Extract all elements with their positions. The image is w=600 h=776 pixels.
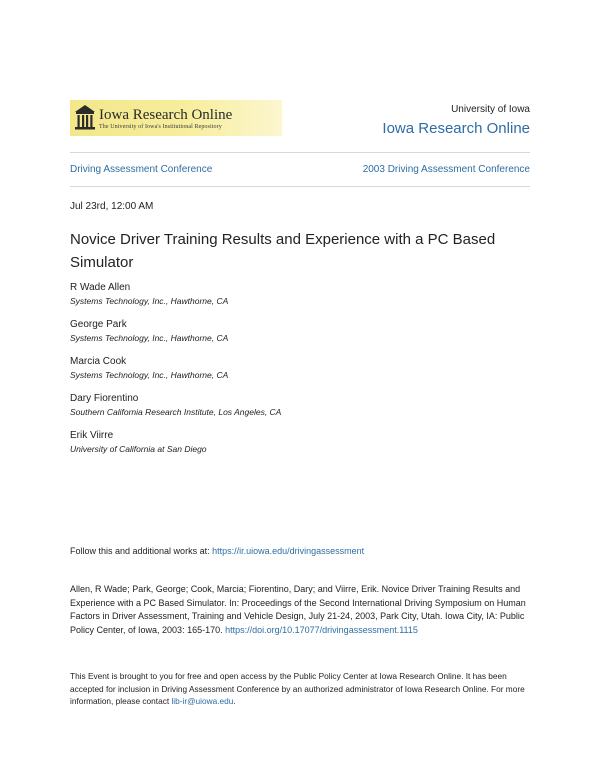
- event-notice: [70, 670, 532, 708]
- iowa-research-online-logo[interactable]: [70, 100, 282, 136]
- author-entry: [70, 356, 530, 393]
- breadcrumb-year-link[interactable]: 2003 Driving Assessment Conference: [362, 164, 530, 175]
- breadcrumb-conference-link[interactable]: Driving Assessment Conference: [70, 164, 213, 175]
- repository-link[interactable]: Iowa Research Online: [382, 120, 530, 137]
- author-affiliation: Systems Technology, Inc., Hawthorne, CA: [70, 333, 229, 343]
- author-affiliation: Southern California Research Institute, Los Angeles, CA: [70, 407, 282, 417]
- author-name: Dary Fiorentino: [70, 393, 139, 404]
- author-list: [70, 282, 530, 467]
- author-entry: [70, 430, 530, 467]
- event-date: Jul 23rd, 12:00 AM: [70, 201, 154, 212]
- author-entry: [70, 282, 530, 319]
- contact-email-link[interactable]: lib-ir@uiowa.edu: [171, 696, 234, 706]
- logo-subtitle: The University of Iowa's Institutional Repository: [99, 124, 222, 130]
- doi-link[interactable]: https://doi.org/10.17077/drivingassessment.1115: [225, 624, 418, 635]
- divider: [70, 186, 530, 187]
- logo-title: Iowa Research Online: [99, 107, 233, 123]
- author-name: R Wade Allen: [70, 282, 131, 293]
- follow-text: Follow this and additional works at:: [70, 546, 213, 556]
- institution-name: University of Iowa: [451, 104, 530, 115]
- author-name: Marcia Cook: [70, 356, 127, 367]
- author-name: Erik Viirre: [70, 430, 114, 441]
- building-icon: [74, 104, 96, 132]
- author-affiliation: Systems Technology, Inc., Hawthorne, CA: [70, 296, 229, 306]
- recommended-citation: [70, 583, 532, 637]
- paper-title: Novice Driver Training Results and Experience with a PC Based Simulator: [70, 231, 496, 271]
- collection-link[interactable]: https://ir.uiowa.edu/drivingassessment: [212, 546, 365, 556]
- event-notice-text: This Event is brought to you for free and open access by the Public Policy Center at Iowa Research Online. It has been accepted for inclusion in Driving Assessment Conference by an authorized administrator of Iowa Research Online. For more information, please contact: [70, 671, 525, 706]
- author-name: George Park: [70, 319, 127, 330]
- citation-text: Allen, R Wade; Park, George; Cook, Marcia; Fiorentino, Dary; and Viirre, Erik. Novice Driver Training Results and Experience with a PC Based Simulator. In: Proceedings of the Second International Driving Symposium on Human Factors in Driver Assessment, Training and Vehicle Design, July 21-24, 2003, Park City, Utah. Iowa City, IA: Public Policy Center, of Iowa, 2003: 165-170.: [70, 584, 526, 635]
- author-entry: [70, 393, 530, 430]
- event-notice-end: .: [233, 696, 236, 706]
- follow-notice: [70, 546, 364, 556]
- author-affiliation: University of California at San Diego: [70, 444, 207, 454]
- author-entry: [70, 319, 530, 356]
- divider: [70, 152, 530, 153]
- author-affiliation: Systems Technology, Inc., Hawthorne, CA: [70, 370, 229, 380]
